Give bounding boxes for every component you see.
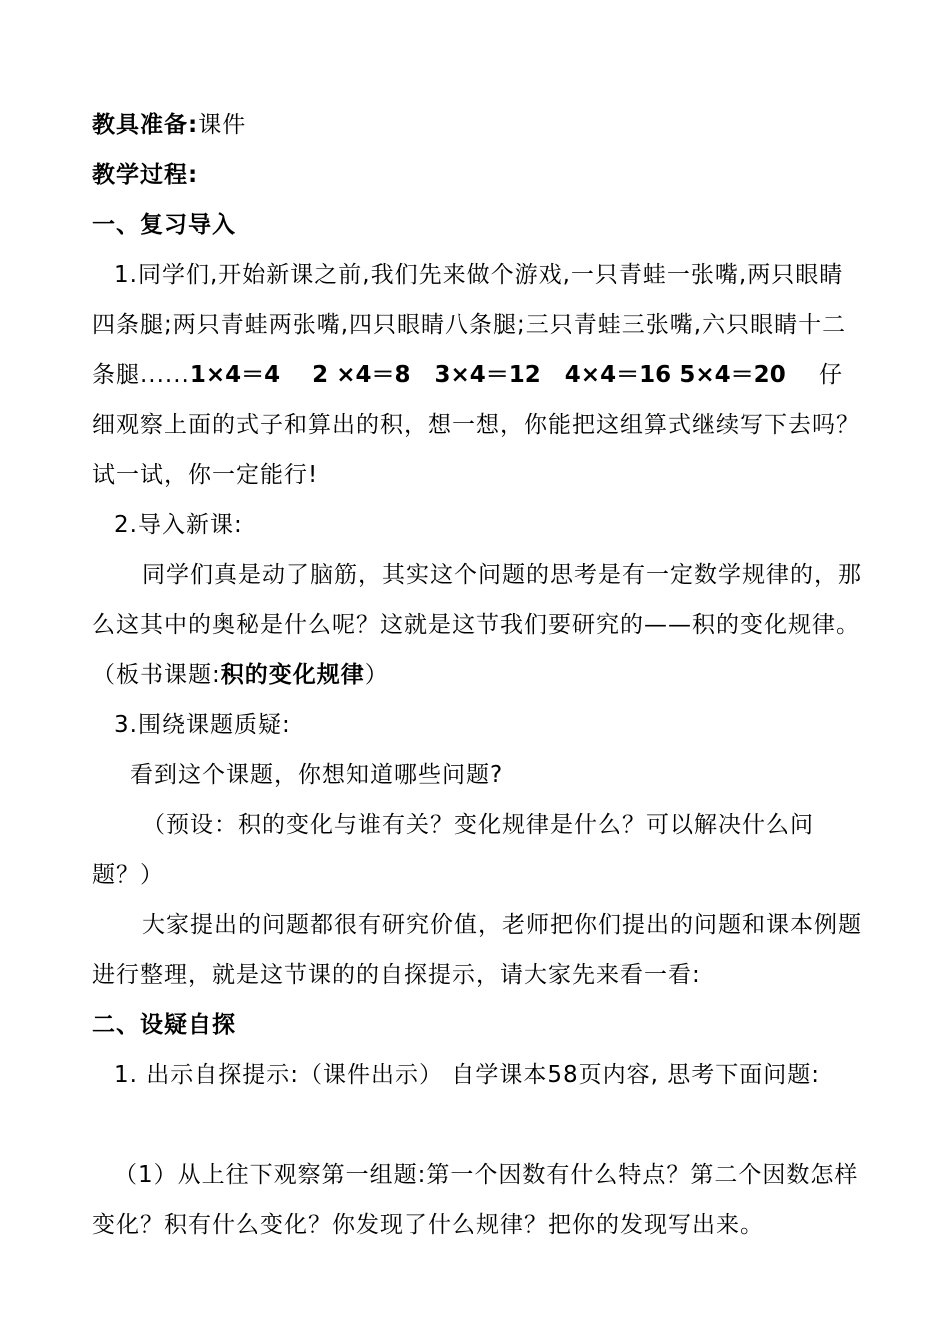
section1-item1-paragraph [92, 250, 862, 500]
section1-item2-paragraph [92, 550, 862, 700]
section1-item3-label: 3.围绕课题质疑: [114, 712, 291, 738]
materials-value: 课件 [198, 112, 247, 138]
section1-item3-summary: 大家提出的问题都很有研究价值，老师把你们提出的问题和课本例题进行整理，就是这节课的的自探提示，请大家先来看一看: [92, 912, 862, 988]
topic-title: 积的变化规律 [220, 662, 365, 688]
materials-label: 教具准备: [92, 112, 199, 138]
section2-sub1: （1）从上往下观察第一组题:第一个因数有什么特点？第二个因数怎样变化？积有什么变化？你发现了什么规律？把你的发现写出来。 [92, 1162, 859, 1238]
section1-item1-text-b: 仔细观察上面的式子和算出的积，想一想，你能把这组算式继续写下去吗？试一试，你一定能行! [92, 362, 860, 488]
section2-item1: 1. 出示自探提示:（课件出示） 自学课本58页内容, 思考下面问题: [114, 1062, 820, 1088]
formula-5: 5×4＝20 [679, 362, 786, 388]
section1-item1-text-a: 1.同学们,开始新课之前,我们先来做个游戏,一只青蛙一张嘴,两只眼睛四条腿;两只青蛙两张嘴,四只眼睛八条腿;三只青蛙三张嘴,六只眼睛十二条腿...... [92, 262, 847, 388]
section1-item3-question: 看到这个课题，你想知道哪些问题? [130, 762, 504, 788]
section1-item2-text-b: ） [364, 662, 389, 688]
process-heading: 教学过程: [92, 162, 199, 188]
materials-line [92, 100, 862, 150]
section1-item2-label: 2.导入新课: [114, 512, 243, 538]
section2-heading: 二、设疑自探 [92, 1012, 236, 1038]
formula-line: 1×4＝4 2 ×4＝8 3×4＝12 4×4＝16 [189, 362, 672, 388]
section1-item3-preset: （预设：积的变化与谁有关？变化规律是什么？可以解决什么问题？） [92, 812, 814, 888]
section1-heading: 一、复习导入 [92, 212, 236, 238]
section1-item2-text-a: 同学们真是动了脑筋，其实这个问题的思考是有一定数学规律的，那么这其中的奥秘是什么呢？这就是这节我们要研究的——积的变化规律。（板书课题: [92, 562, 862, 688]
